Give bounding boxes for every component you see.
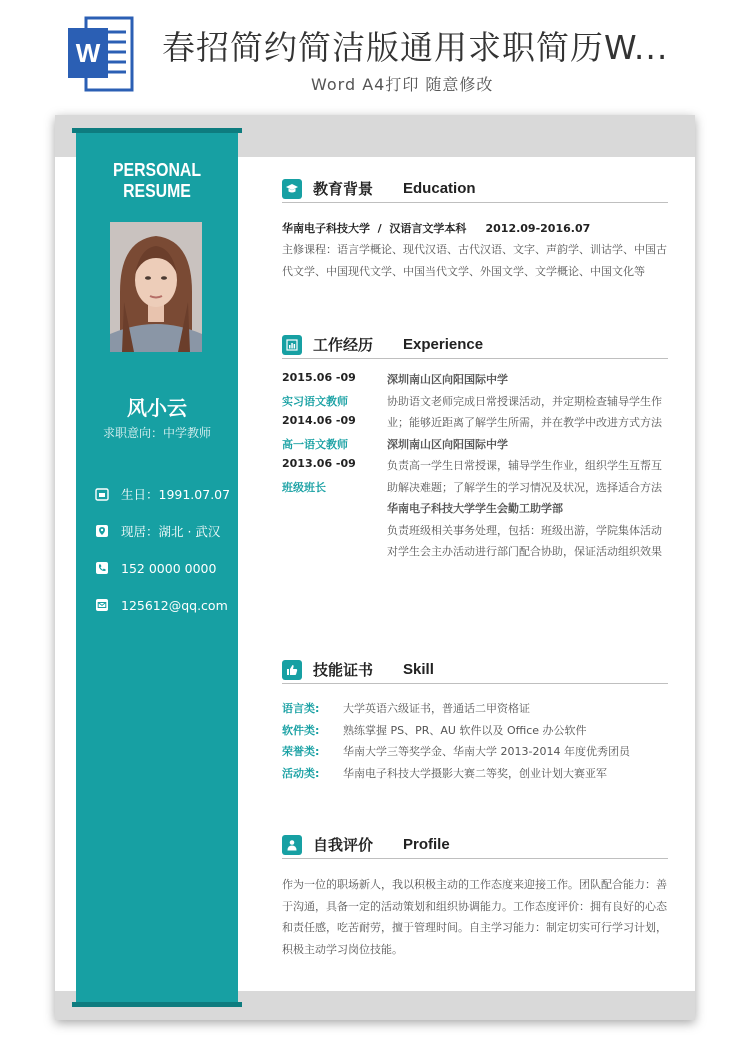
experience-title-cn: 工作经历	[313, 336, 374, 354]
exp-org-3: 华南电子科技大学学生会勤工助学部	[387, 502, 563, 515]
contact-phone	[94, 560, 216, 576]
skill-key: 活动类:	[282, 766, 320, 780]
document-title: 春招简约简洁版通用求职简历W...	[162, 28, 669, 67]
location-pin-icon	[94, 523, 110, 539]
skill-row	[282, 741, 668, 763]
skill-value: 华南电子科技大学摄影大赛二等奖，创业计划大赛亚军	[343, 766, 607, 780]
skill-key: 软件类:	[282, 723, 320, 737]
exp-org-2: 深圳南山区向阳国际中学	[387, 438, 508, 451]
skill-value: 熟练掌握 PS、PR、AU 软件以及 Office 办公软件	[343, 723, 587, 737]
education-courses	[282, 239, 668, 282]
experience-header	[282, 331, 668, 359]
job-intent: 求职意向：中学教师	[102, 426, 211, 440]
skills-title-en: Skill	[403, 661, 434, 678]
skill-row	[282, 720, 668, 742]
location-text: 现居：湖北 · 武汉	[121, 524, 221, 539]
exp-desc-line: 协助语文老师完成日常授课活动，并定期检查辅导学生作	[387, 395, 662, 408]
phone-icon	[94, 560, 110, 576]
education-title-en: Education	[403, 180, 476, 197]
skills-section	[282, 656, 668, 784]
skill-value: 华南大学三等奖学金、华南大学 2013-2014 年度优秀团员	[343, 745, 630, 758]
exp-role-2: 高一语文教师	[282, 438, 348, 451]
profile-line: 作为一位的职场新人，我以积极主动的工作态度来迎接工作。团队配合能力：善	[282, 878, 667, 891]
skills-title-cn: 技能证书	[313, 661, 374, 679]
chart-bars-icon	[282, 335, 302, 355]
exp-org-1: 深圳南山区向阳国际中学	[387, 373, 508, 386]
experience-title-en: Experience	[403, 336, 484, 353]
document-subtitle: Word A4打印 随意修改	[311, 75, 494, 94]
thumbs-up-icon	[282, 660, 302, 680]
sidebar-top-bar	[72, 128, 242, 133]
candidate-name: 风小云	[127, 396, 187, 420]
profile-text	[282, 874, 668, 960]
person-icon	[282, 835, 302, 855]
skill-key: 语言类:	[282, 702, 320, 715]
profile-line: 和责任感，吃苦耐劳，擅于管理时间。自主学习能力：制定切实可行学习计划，	[282, 921, 667, 934]
exp-desc-line: 助解决难题；了解学生的学习情况及状况，选择适合方法	[387, 481, 662, 494]
education-title-cn: 教育背景	[313, 180, 374, 198]
course-line: 代文学、中国现代文学、中国当代文学、外国文学、文学概论、中国文化等	[282, 264, 645, 278]
skill-value: 大学英语六级证书，普通话二甲资格证	[343, 702, 530, 715]
exp-date-1: 2015.06 -09	[282, 371, 356, 384]
profile-header	[282, 831, 668, 859]
personal-resume-title: PERSONAL RESUME	[112, 160, 201, 201]
education-school-line: 华南电子科技大学 / 汉语言文学本科 2012.09-2016.07	[282, 222, 591, 235]
email-text: 125612@qq.com	[121, 597, 228, 613]
calendar-icon	[94, 486, 110, 502]
birthday-text: 生日：1991.07.07	[121, 487, 231, 502]
sidebar-bottom-bar	[72, 1002, 242, 1007]
exp-desc-line: 负责班级相关事务处理，包括：班级出游，学院集体活动	[387, 524, 662, 537]
course-line: 主修课程：语言学概论、现代汉语、古代汉语、文字、声韵学、训诂学、中国古	[282, 243, 667, 256]
word-doc-icon	[68, 16, 134, 92]
exp-role-3: 班级班长	[282, 481, 326, 494]
profile-photo	[110, 222, 202, 352]
profile-title-cn: 自我评价	[313, 836, 374, 854]
profile-line: 于沟通，具备一定的活动策划和组织协调能力。工作态度评价：拥有良好的心态	[282, 899, 667, 913]
exp-date-3: 2013.06 -09	[282, 457, 356, 470]
profile-line: 积极主动学习岗位技能。	[282, 942, 403, 956]
contact-birthday	[94, 485, 230, 503]
skills-header	[282, 656, 668, 684]
graduation-cap-icon	[282, 179, 302, 199]
exp-desc-line: 负责高一学生日常授课，辅导学生作业，组织学生互帮互	[387, 459, 662, 472]
experience-section	[282, 331, 668, 561]
contact-location	[94, 522, 220, 540]
phone-text: 152 0000 0000	[121, 560, 217, 576]
svg-text:W: W	[75, 38, 101, 68]
skill-row	[282, 698, 668, 720]
exp-date-2: 2014.06 -09	[282, 414, 356, 427]
skills-list	[282, 698, 668, 784]
experience-body	[282, 371, 668, 561]
contact-email	[94, 597, 228, 613]
skill-row	[282, 763, 668, 785]
page-header	[0, 0, 750, 110]
exp-desc-line: 对学生会主办活动进行部门配合协助，保证活动组织效果	[387, 545, 662, 558]
skill-key: 荣誉类:	[282, 745, 320, 758]
exp-desc-line: 业；能够近距离了解学生所需，并在教学中改进方式方法	[387, 416, 662, 429]
education-header	[282, 175, 668, 203]
exp-role-1: 实习语文教师	[282, 395, 348, 408]
profile-title-en: Profile	[403, 836, 450, 853]
education-section	[282, 175, 668, 282]
mail-icon	[94, 597, 110, 613]
profile-section	[282, 831, 668, 960]
